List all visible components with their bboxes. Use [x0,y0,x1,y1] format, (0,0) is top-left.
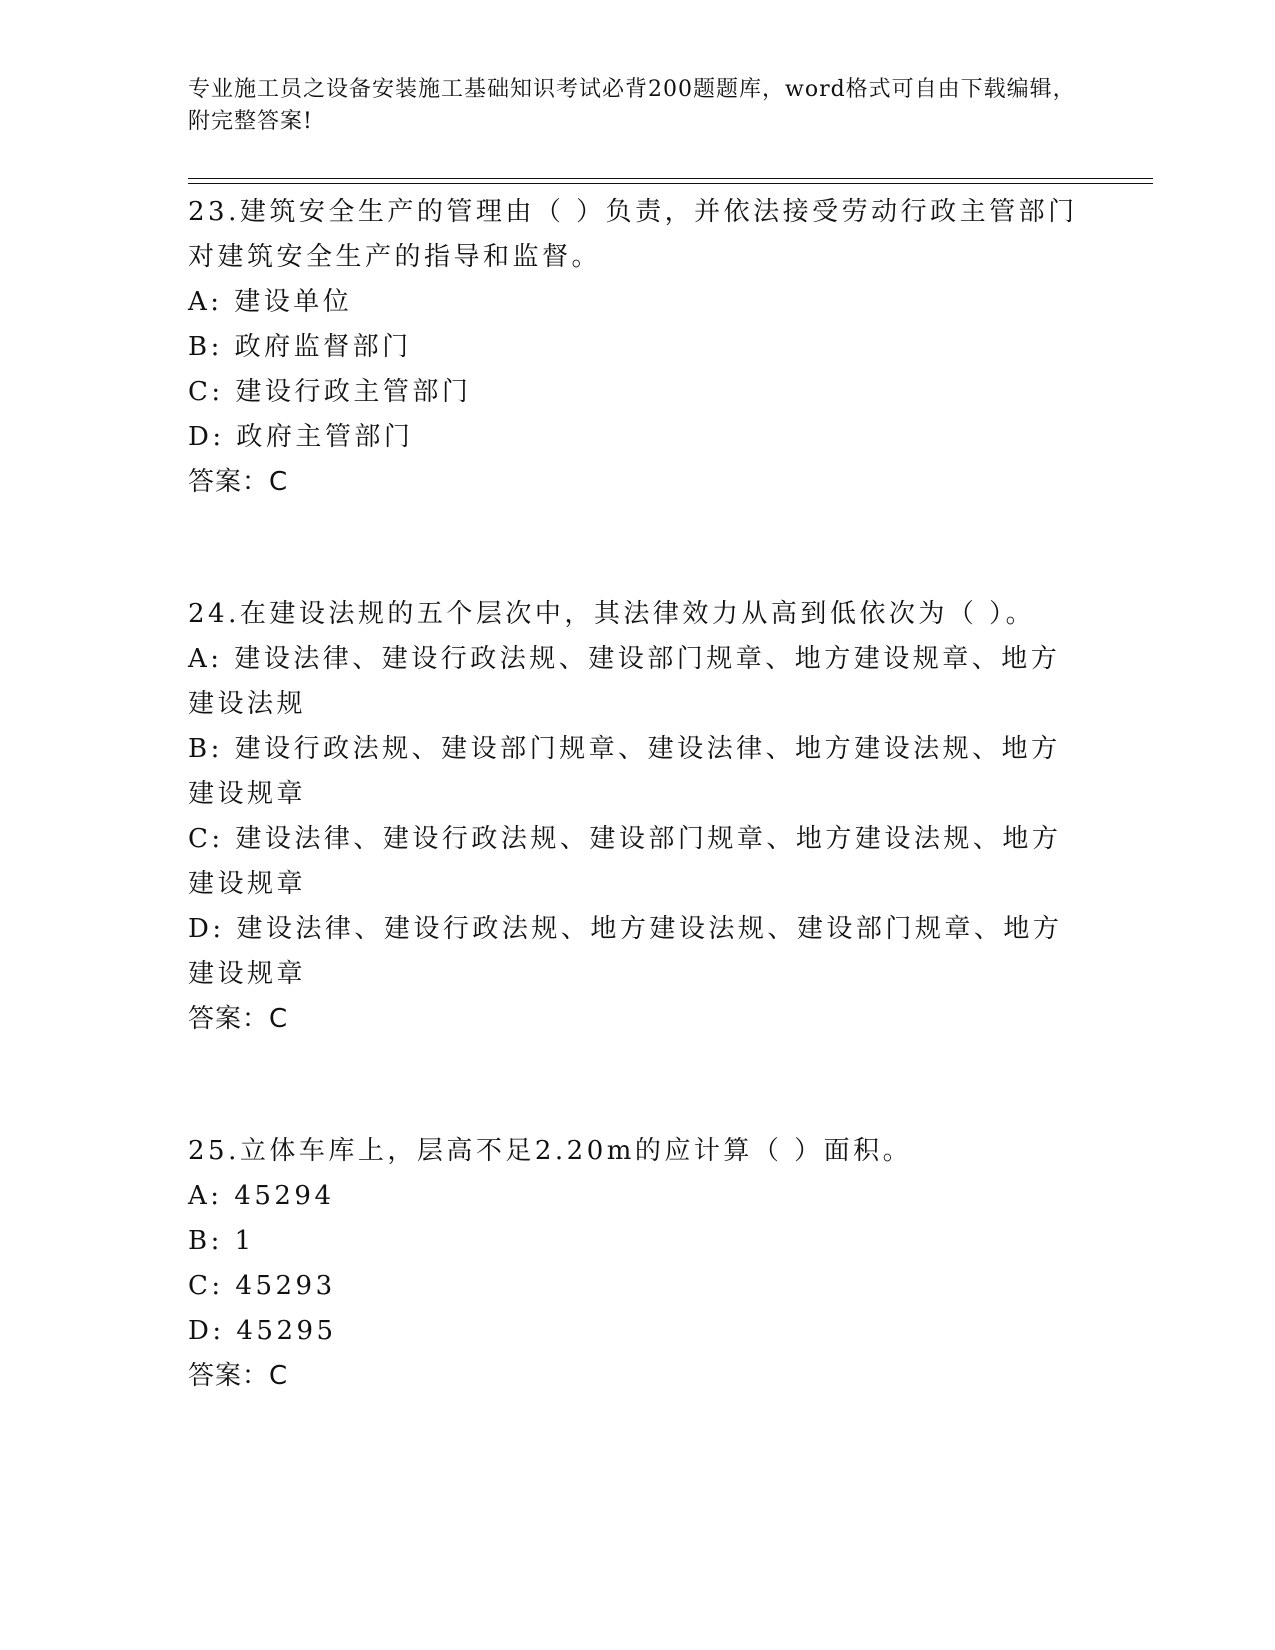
question-24 [188,592,1088,1042]
answer-line: 答案：C [188,1004,289,1034]
option-c: C: 建设法律、建设行政法规、建设部门规章、地方建设法规、地方建设规章 [188,824,1062,899]
question-list [188,190,1088,1399]
header-divider-bottom [188,183,1153,184]
question-stem: 25.立体车库上，层高不足2.20m的应计算（ ）面积。 [188,1136,913,1166]
question-spacer [188,1042,1088,1129]
option-b: B: 政府监督部门 [188,332,412,362]
option-b: B: 1 [188,1226,255,1256]
question-23 [188,190,1088,505]
header-divider-top [188,178,1153,179]
option-d: D: 45295 [188,1316,337,1346]
option-d: D: 政府主管部门 [188,422,414,452]
answer-line: 答案：C [188,1361,289,1391]
option-b: B: 建设行政法规、建设部门规章、建设法律、地方建设法规、地方建设规章 [188,734,1061,809]
option-a: A: 建设单位 [188,287,353,317]
question-stem: 24.在建设法规的五个层次中，其法律效力从高到低依次为（ ）。 [188,599,1036,629]
question-stem: 23.建筑安全生产的管理由（ ）负责，并依法接受劳动行政主管部门对建筑安全生产的指导和监督。 [188,197,1078,272]
option-a: A: 45294 [188,1181,335,1211]
option-d: D: 建设法律、建设行政法规、地方建设法规、建设部门规章、地方建设规章 [188,914,1063,989]
option-c: C: 建设行政主管部门 [188,377,472,407]
answer-line: 答案：C [188,467,289,497]
question-spacer [188,505,1088,592]
option-c: C: 45293 [188,1271,336,1301]
option-a: A: 建设法律、建设行政法规、建设部门规章、地方建设规章、地方建设法规 [188,644,1061,719]
document-header: 专业施工员之设备安装施工基础知识考试必背200题题库，word格式可自由下载编辑，附完整答案! [188,77,1076,134]
question-25 [188,1129,1088,1399]
